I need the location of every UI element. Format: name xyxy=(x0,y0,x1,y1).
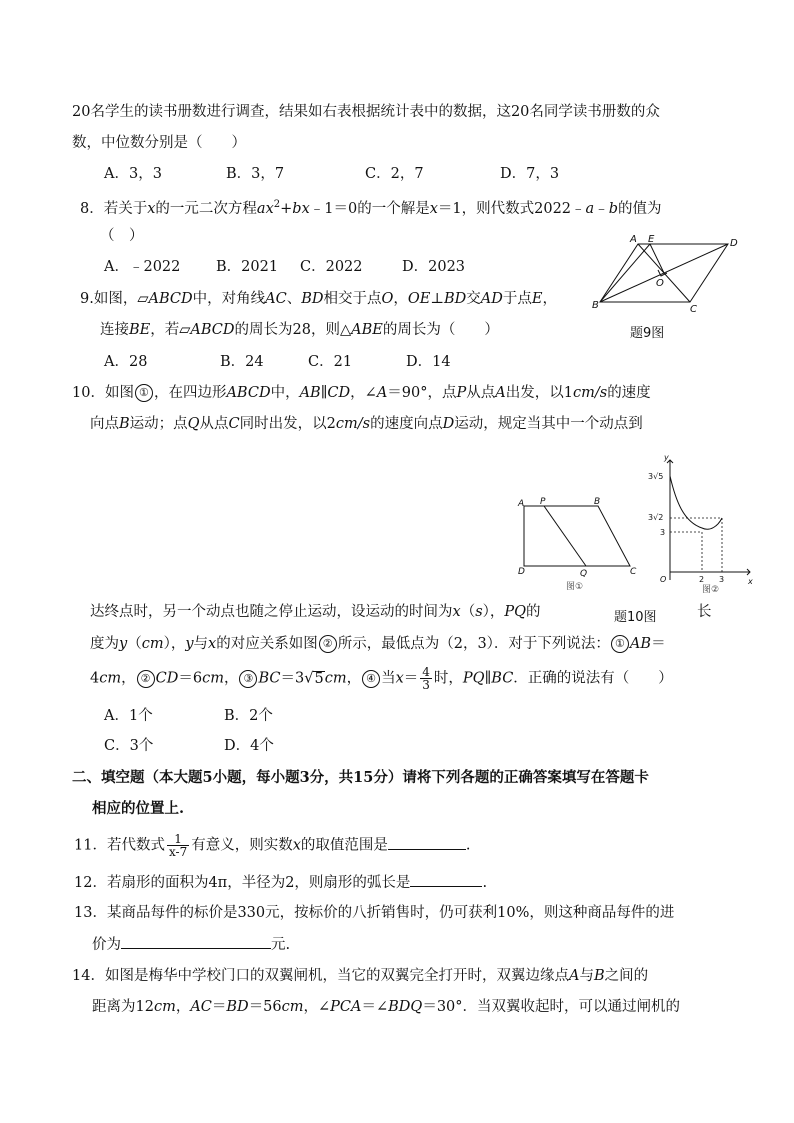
q10-fig2-tick-3: 3 xyxy=(719,575,725,584)
q10-line3: 达终点时，另一个动点也随之停止运动，设运动的时间为x（s），PQ的 xyxy=(90,604,541,620)
section2-heading-line1: 二、填空题（本大题5小题，每小题3分，共15分）请将下列各题的正确答案填写在答题卡 xyxy=(72,769,649,786)
q14-line1: 14．如图是梅华中学校门口的双翼闸机，当它的双翼完全打开时，双翼边缘点A与B之间的 xyxy=(72,968,649,984)
q10-option-a: A．1个 xyxy=(104,708,153,724)
q12-answer-blank[interactable] xyxy=(410,872,482,887)
q10-fig1-label-c: C xyxy=(630,567,637,577)
q9-label-a: A xyxy=(630,234,637,245)
q14-line2: 距离为12cm，AC＝BD＝56cm，∠PCA＝∠BDQ＝30°．当双翼收起时，可以通过闸机的 xyxy=(92,999,681,1015)
q10-fig1-label-b: B xyxy=(594,497,601,507)
q9-line2: 连接BE，若▱ABCD的周长为28，则△ABE的周长为（ ） xyxy=(100,322,499,338)
q12-number: 12． xyxy=(74,875,107,891)
q13-answer-blank[interactable] xyxy=(121,934,271,949)
q7-option-a: A．3，3 xyxy=(104,166,162,182)
q8-option-c: C．2022 xyxy=(300,259,363,275)
q8-option-b: B．2021 xyxy=(216,259,279,275)
q10-line4: 度为y（cm），y与x的对应关系如图 ② 所示，最低点为（2，3）．对于下列说法： ① AB＝ xyxy=(90,636,666,652)
q11-number: 11． xyxy=(74,837,107,854)
q9-label-e: E xyxy=(648,234,655,245)
q11-answer-blank[interactable] xyxy=(388,835,466,850)
q10-fig2-caption: 图② xyxy=(702,585,720,594)
q9-option-c: C．21 xyxy=(308,354,353,370)
q10-figure-1 xyxy=(516,496,646,592)
q7-option-b: B．3，7 xyxy=(226,166,285,182)
q10-option-b: B．2个 xyxy=(224,708,273,724)
q9-segment-be xyxy=(600,244,650,302)
q9-number: 9. xyxy=(80,291,94,307)
q10-fig1-label-d: D xyxy=(518,567,525,577)
q10-fig2-tick-y3: 3 xyxy=(660,528,666,537)
q10-fig1-label-q: Q xyxy=(580,569,588,579)
q10-fig1-label-a: A xyxy=(518,499,525,509)
q9-option-a: A．28 xyxy=(104,354,148,370)
q7-option-c: C．2，7 xyxy=(365,166,424,182)
q10-segment-pq xyxy=(544,506,586,566)
q10-fig2-label-x: x xyxy=(748,577,753,586)
q11-line: 11．若代数式 $\frac{1}{x-7}$ 有意义，则实数x的取值范围是 . xyxy=(74,832,471,859)
q10-line5: 4cm， ② CD＝6cm， ③ BC＝3√5cm， ④ 当x＝ $\frac{4}{3}$ 时，PQ∥BC．正确的说法有（ ） xyxy=(90,665,673,692)
q10-fig1-caption: 图① xyxy=(566,582,584,592)
q10-fig2-tick-y3r2: 3√2 xyxy=(648,513,664,522)
q9-label-o: O xyxy=(656,278,664,289)
q12-line: 12．若扇形的面积为4π，半径为2，则扇形的弧长是 . xyxy=(74,872,487,893)
q10-option-d: D．4个 xyxy=(224,738,274,754)
q8-number: 8． xyxy=(80,200,104,217)
q10-curve xyxy=(670,476,722,529)
q8-line1: 8．若关于x的一元二次方程$ax^2+bx﹣1=0$的一个解是x＝1，则代数式2022﹣a﹣b的值为 xyxy=(80,199,662,217)
q9-option-b: B．24 xyxy=(220,354,264,370)
q9-segment-oe xyxy=(650,244,664,273)
q13-number: 13． xyxy=(74,905,107,921)
section2-heading-line2: 相应的位置上. xyxy=(92,800,185,817)
q10-fig2-label-y: y xyxy=(664,453,669,462)
q13-line1: 13．某商品每件的标价是330元，按标价的八折销售时，仍可获利10%，则这种商品每件的进 xyxy=(74,905,675,921)
q8-line2: （ ） xyxy=(100,228,144,244)
q10-quadrilateral xyxy=(524,506,630,566)
q9-label-c: C xyxy=(690,304,697,312)
q10-fig1-label-p: P xyxy=(540,497,546,507)
q10-line1: 10．如图 ① ，在四边形ABCD中，AB∥CD，∠A＝90°，点P从点A出发，以1cm/s的速度 xyxy=(72,385,651,401)
q10-line2: 向点B运动；点Q从点C同时出发，以2cm/s的速度向点D运动，规定当其中一个动点到 xyxy=(90,416,643,432)
q10-figure-2 xyxy=(640,452,758,594)
q9-line1: 9.如图，▱ABCD中，对角线AC、BD相交于点O，OE⊥BD交AD于点E， xyxy=(80,291,557,307)
q8-option-a: A．﹣2022 xyxy=(104,259,181,275)
q7-option-d: D．7，3 xyxy=(500,166,560,182)
q11-fraction: $\frac{1}{x-7}$ xyxy=(168,832,188,859)
q7-line1: 20名学生的读书册数进行调查，结果如右表根据统计表中的数据，这20名同学读书册数的众 xyxy=(72,104,660,120)
q10-number: 10． xyxy=(72,385,105,401)
q10-fig2-tick-y3r5: 3√5 xyxy=(648,472,664,481)
q7-line2: 数，中位数分别是（ ） xyxy=(72,135,246,151)
q10-fraction: $\frac{4}{3}$ xyxy=(422,665,430,692)
q10-line3-end: 长 xyxy=(697,604,712,620)
q14-number: 14． xyxy=(72,968,105,984)
q9-label-b: B xyxy=(592,300,599,311)
q9-figure xyxy=(590,232,740,312)
q9-figure-caption: 题9图 xyxy=(630,326,665,341)
q10-figure-caption: 题10图 xyxy=(614,610,657,625)
q8-option-d: D．2023 xyxy=(402,259,466,275)
q10-option-c: C．3个 xyxy=(104,738,154,754)
q9-label-d: D xyxy=(730,238,738,249)
q9-option-d: D．14 xyxy=(406,354,451,370)
q10-fig2-label-o: O xyxy=(660,575,667,584)
q13-line2: 价为 元. xyxy=(92,934,290,955)
q10-fig2-tick-2: 2 xyxy=(699,575,705,584)
